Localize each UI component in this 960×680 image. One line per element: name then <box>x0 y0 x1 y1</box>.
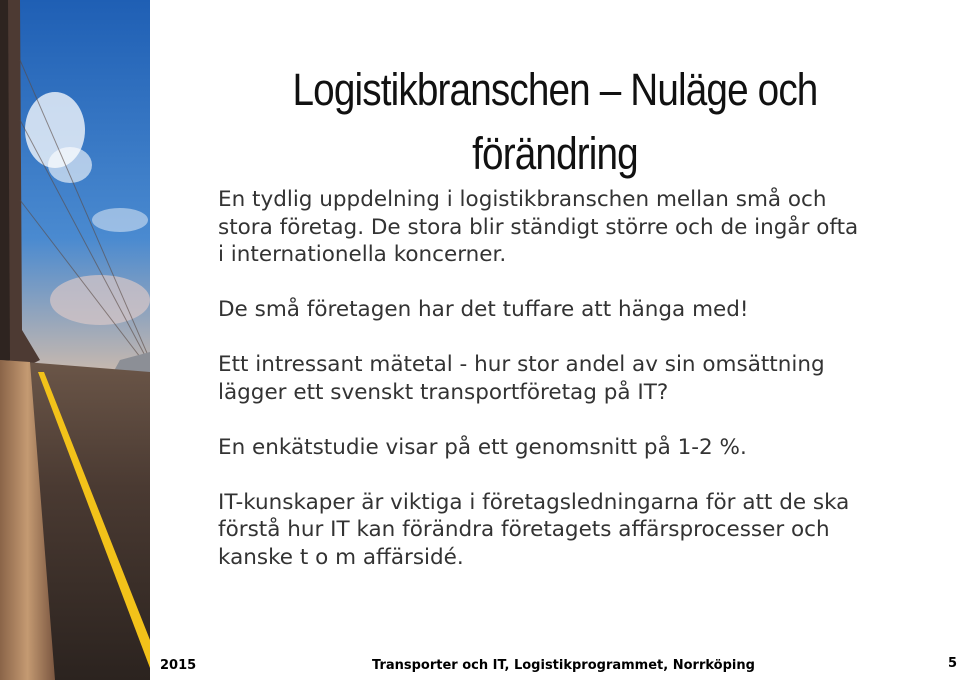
body-paragraph: En enkätstudie visar på ett genomsnitt på 1-2 %. <box>218 434 747 460</box>
cloud <box>92 208 148 232</box>
cloud <box>50 275 150 325</box>
slide-footer <box>0 650 960 680</box>
body-paragraph: Ett intressant mätetal - hur stor andel av sin omsättning lägger ett svenskt transportföretag på IT? <box>218 352 825 405</box>
body-paragraph: IT-kunskaper är viktiga i företagsledningarna för att de ska förstå hur IT kan förändra företagets affärsprocesser och kanske t o m affärsidé. <box>218 489 850 570</box>
footer-course: Transporter och IT, Logistikprogrammet, Norrköping <box>372 658 755 673</box>
footer-year: 2015 <box>160 658 197 673</box>
bridge-road-photo <box>0 0 150 680</box>
body-paragraph: De små företagen har det tuffare att hänga med! <box>218 297 749 322</box>
slide-title <box>215 58 894 186</box>
body-paragraph: En tydlig uppdelning i logistikbranschen mellan små och stora företag. De stora blir ständigt större och de ingår ofta i internationella koncerner. <box>218 187 859 267</box>
page-number: 5 <box>948 656 958 671</box>
slide-body <box>218 186 938 599</box>
slide-title-line-1: Logistikbranschen – Nuläge och <box>292 64 818 115</box>
cloud <box>48 147 92 183</box>
slide-title-line-2: förändring <box>472 128 638 179</box>
